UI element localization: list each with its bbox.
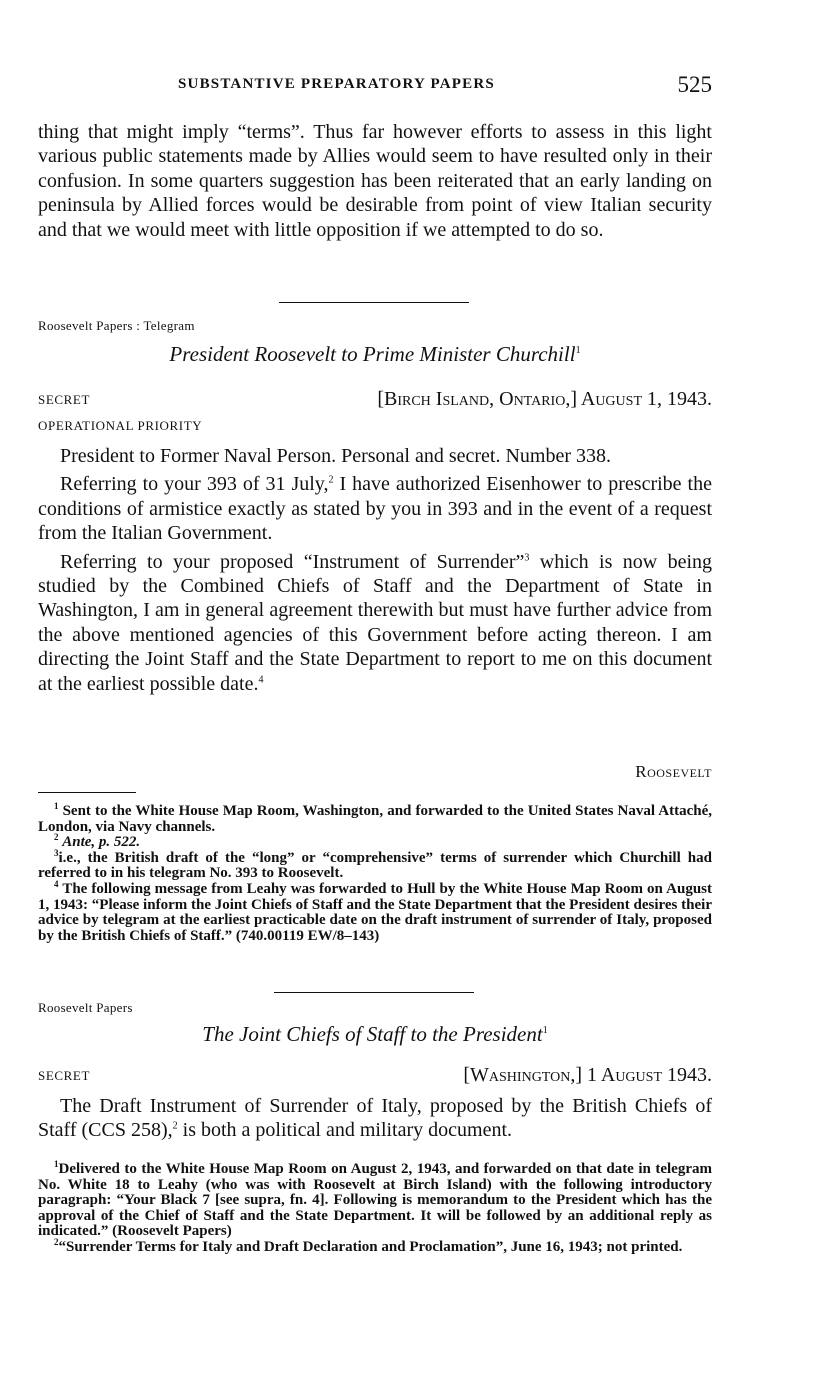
doc2-para-1	[38, 1094, 712, 1143]
doc1-dateline: [Birch Island, Ontario,] August 1, 1943.	[377, 388, 712, 410]
doc2-footnote-1	[38, 1159, 712, 1240]
doc1-footnote-4	[38, 878, 712, 944]
doc1-para-3-footnote-ref: 3	[524, 551, 530, 563]
doc1-footnote-3-text: i.e., the British draft of the “long” or “comprehensive” terms of surrender which Churchill had referred to in his telegram No. 393 to Roosevelt.	[38, 849, 712, 882]
section-divider	[279, 302, 469, 303]
doc1-para-2-a: Referring to your 393 of 31 July,	[60, 473, 329, 496]
doc2-para-1-b: is both a political and military document.	[177, 1119, 513, 1142]
doc1-title	[38, 342, 712, 367]
doc2-source: Roosevelt Papers	[38, 1000, 133, 1015]
doc1-para-2	[38, 472, 712, 545]
doc1-para-2-footnote-ref: 2	[328, 474, 334, 486]
doc2-footnote-2	[38, 1236, 712, 1256]
doc1-footnote-2-num: 2	[54, 832, 59, 843]
doc2-title	[38, 1022, 712, 1047]
doc2-footnote-2-num: 2	[54, 1236, 59, 1247]
doc1-footnote-rule	[38, 792, 136, 793]
doc2-para-1-a: The Draft Instrument of Surrender of Italy, proposed by the British Chiefs of Staff (CCS 258),	[38, 1095, 712, 1142]
doc1-title-footnote-ref: 1	[575, 345, 581, 356]
doc2-footnote-2-text: “Surrender Terms for Italy and Draft Declaration and Proclamation”, June 16, 1943; not printed.	[58, 1238, 683, 1255]
doc1-footnote-3	[38, 847, 712, 882]
doc1-footnote-2-text: Ante, p. 522.	[62, 834, 141, 851]
doc1-footnote-1-text: Sent to the White House Map Room, Washington, and forwarded to the United States Naval Attaché, London, via Navy channels.	[38, 803, 713, 835]
doc2-title-text: The Joint Chiefs of Staff to the President	[202, 1022, 543, 1046]
doc1-source: Roosevelt Papers : Telegram	[38, 318, 195, 333]
doc2-header-line	[38, 1066, 712, 1092]
doc2-footnotes	[38, 1159, 712, 1256]
doc1-priority: OPERATIONAL PRIORITY	[38, 418, 203, 433]
doc1-title-text: President Roosevelt to Prime Minister Churchill	[169, 342, 576, 366]
doc1-body	[38, 444, 712, 696]
doc1-para-3-a: Referring to your proposed “Instrument of Surrender”	[60, 550, 525, 573]
doc2-classification: SECRET	[38, 1068, 90, 1083]
doc1-footnote-2	[38, 832, 712, 851]
doc1-footnote-3-num: 3	[54, 847, 59, 858]
doc1-para-3-footnote-ref-2: 4	[258, 674, 264, 685]
doc2-body	[38, 1094, 712, 1143]
section-divider-2	[274, 992, 474, 993]
doc1-footnote-4-num: 4	[54, 878, 59, 889]
carryover-paragraph: thing that might imply “terms”. Thus far however efforts to assess in this light various public statements made by Allies would seem to have resulted only in their confusion. In some quarters suggestion has been reiterated that an early landing on peninsula by Allied forces would be desirable from point of view Italian security and that we would meet with little opposition if we attempted to do so.	[38, 121, 712, 241]
doc2-title-footnote-ref: 1	[542, 1025, 548, 1036]
doc2-footnote-1-num: 1	[54, 1159, 59, 1169]
doc2-footnote-1-text: Delivered to the White House Map Room on August 2, 1943, and forwarded on that date in telegram No. White 18 to Leahy (who was with Roosevelt at Birch Island) with the following introductory paragraph: “Your Black 7 [see supra, fn. 4]. Following is memorandum to the President which has the approval of the Chief of Staff and the State Department. It will be followed by an additional reply as indicated.” (Roosevelt Papers)	[38, 1161, 712, 1240]
doc1-classification: SECRET	[38, 392, 90, 407]
doc2-para-1-footnote-ref: 2	[172, 1120, 178, 1132]
doc2-dateline: [Washington,] 1 August 1943.	[463, 1064, 712, 1086]
doc1-footnote-4-text: The following message from Leahy was forwarded to Hull by the White House Map Room on August 1, 1943: “Please inform the Joint Chiefs of Staff and the State Department that the President desires their advice by telegram at the earliest practicable date on the draft instrument of surrender of Italy, proposed by the British Chiefs of Staff.” (740.00119 EW/8–143)	[38, 880, 712, 944]
doc1-footnote-1	[38, 801, 713, 835]
doc1-signature: Roosevelt	[635, 762, 712, 781]
doc1-para-2-b: I have authorized Eisenhower to prescribe the conditions of armistice exactly as stated by you in 393 and in the event of a request from the Italian Government.	[38, 473, 712, 545]
doc1-para-3	[38, 550, 712, 696]
page-number: 525	[677, 72, 712, 97]
doc1-footnote-1-num: 1	[54, 801, 59, 811]
doc1-footnotes	[38, 801, 713, 944]
doc1-para-1: President to Former Naval Person. Personal and secret. Number 338.	[60, 445, 611, 467]
doc1-para-3-b: which is now being studied by the Combined Chiefs of Staff and the Department of State in Washington, I am in general agreement therewith but must have further advice from the above mentioned agencies of this Government before acting thereon. I am directing the Joint Staff and the State Department to report to me on this document at the earliest possible date.	[38, 550, 713, 695]
doc1-header-line	[38, 390, 712, 416]
running-head	[38, 74, 712, 102]
running-title: SUBSTANTIVE PREPARATORY PAPERS	[178, 76, 495, 92]
